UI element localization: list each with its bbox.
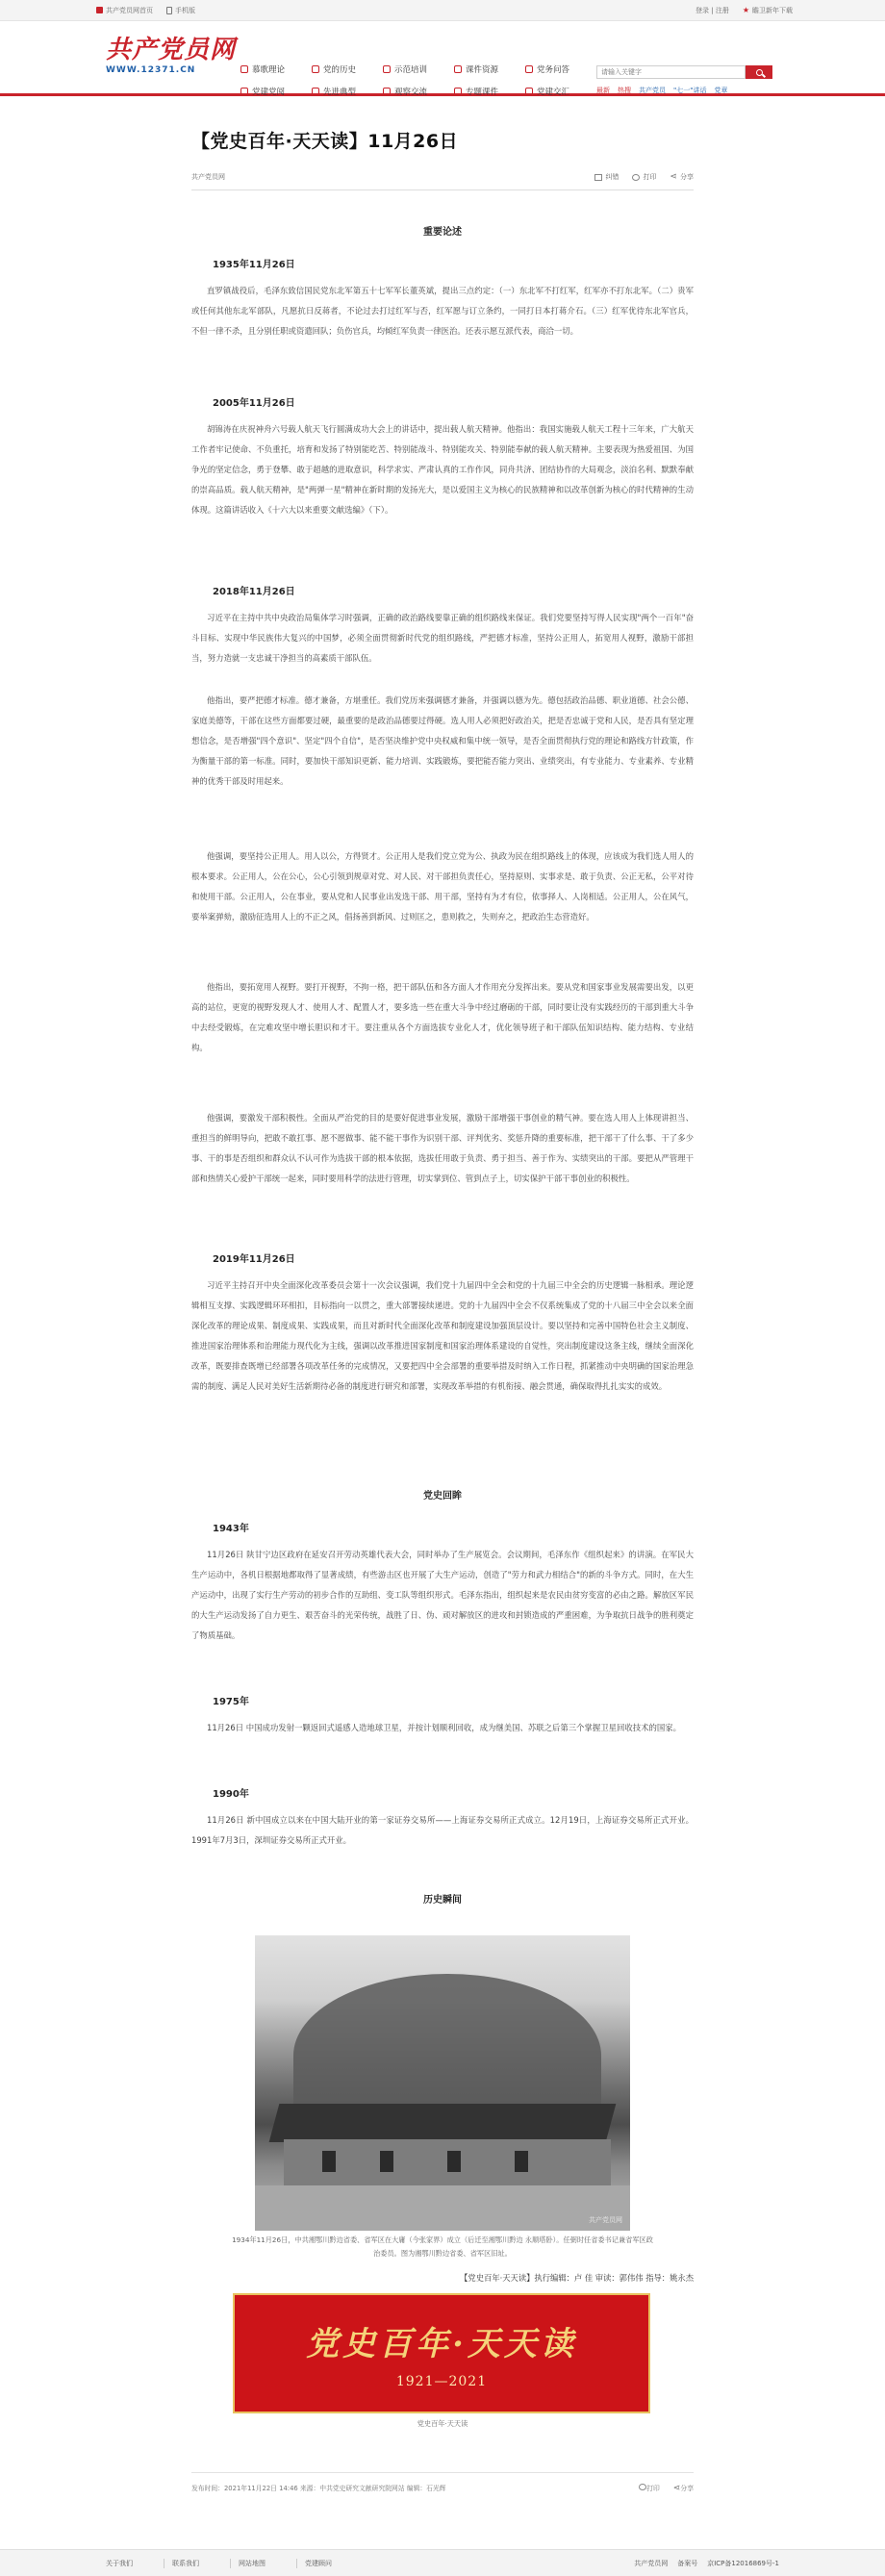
- date-heading: 1943年: [213, 1524, 249, 1534]
- nav-icon: [454, 88, 462, 95]
- paragraph: 11月26日 中国成功发射一颗返回式遥感人造地球卫星，并按计划顺利回收，成为继美国、苏联之后第三个掌握卫星回收技术的国家。: [207, 1723, 681, 1732]
- top-bar-left: [96, 6, 195, 15]
- print-icon: [632, 174, 640, 181]
- logo-text: 共产党员网: [106, 36, 237, 64]
- date-heading: 1975年: [213, 1697, 249, 1707]
- correction-button[interactable]: 纠错: [594, 172, 619, 182]
- article-tools-bottom: [639, 2483, 694, 2493]
- nav-icon: [383, 88, 391, 95]
- nav-item[interactable]: 党建交汇: [525, 86, 596, 97]
- footer-links: [106, 2559, 332, 2568]
- footer-link[interactable]: 关于我们: [106, 2559, 133, 2567]
- site-header: [0, 21, 885, 96]
- banner-years: 1921—2021: [395, 2374, 488, 2389]
- editor-credits: 【党史百年·天天读】执行编辑：卢 佳 审读：郭伟伟 指导：姚永杰: [460, 2273, 694, 2283]
- banner-caption: 党史百年·天天读: [417, 2419, 468, 2428]
- hot-link[interactable]: 最新: [596, 87, 610, 94]
- date-heading: 1990年: [213, 1789, 249, 1800]
- article-title: 【党史百年·天天读】11月26日: [191, 131, 459, 152]
- home-icon: [96, 7, 103, 13]
- section-heading: 重要论述: [423, 227, 462, 238]
- share-button-bottom[interactable]: ⋖分享: [672, 2484, 694, 2493]
- paragraph: 11月26日 陕甘宁边区政府在延安召开劳动英雄代表大会，同时举办了生产展览会。会议期间，毛泽东作《组织起来》的讲演。在军民大生产运动中，各机日根据地都取得了显著成绩，有些游击区也开展了大生产运动，创造了"劳力和武力相结合"的新的斗争方式。同时，在大生产运动中，出现了实行生产劳动的初步合作的互助组、变工队等组织形式。毛泽东指出，组织起来是农民由贫穷变富的必由之路。解放区军民的大生产运动发扬了自力更生、艰苦奋斗的光荣传统，战胜了日、伪、顽对解放区的进攻和封锁造成的严重困难，为争取抗日战争的胜利奠定了物质基础。: [191, 1550, 694, 1640]
- nav-icon: [525, 88, 533, 95]
- section-heading: 党史回眸: [423, 1491, 462, 1502]
- nav-item[interactable]: 观察交流: [383, 86, 454, 97]
- paragraph: 他指出，要严把德才标准。德才兼备，方堪重任。我们党历来强调德才兼备，并强调以德为先。德包括政治品德、职业道德、社会公德、家庭美德等，干部在这些方面都要过硬，最重要的是政治品德要过得硬。选人用人必须把好政治关，把是否忠诚于党和人民，是否具有坚定理想信念，是否增强"四个意识"、坚定"四个自信"，是否坚决维护党中央权威和集中统一领导，是否全面贯彻执行党的理论和路线方针政策，作为衡量干部的第一标准。同时，要加快干部知识更新、能力培训、实践锻炼，要把能否能力突出、业绩突出，有专业能力、专业素养、专业精神的优秀干部及时用起来。: [191, 695, 694, 786]
- date-heading: 2018年11月26日: [213, 587, 295, 597]
- article-source: 共产党员网: [191, 173, 225, 181]
- date-heading: 1935年11月26日: [213, 260, 295, 270]
- hot-links: [596, 86, 727, 95]
- nav-item[interactable]: 党务问答: [525, 63, 596, 75]
- search-input[interactable]: [596, 65, 746, 79]
- hot-link[interactable]: 热搜: [618, 87, 631, 94]
- hot-link[interactable]: "七一"讲话: [673, 87, 707, 94]
- nav-item[interactable]: 课件资源: [454, 63, 525, 75]
- logo-url: WWW.12371.CN: [106, 65, 196, 75]
- site-logo[interactable]: [106, 37, 236, 75]
- footer-icp-number[interactable]: 京ICP备12016869号-1: [707, 2559, 779, 2567]
- paragraph: 他强调，要激发干部积极性。全面从严治党的目的是要好促进事业发展，激励干部增强干事创业的精气神。要在选人用人上体现讲担当、重担当的鲜明导向，把敢不敢扛事、愿不愿做事、能不能干事作为识别干部、评判优劣、奖惩升降的重要标准，把干部干了什么事、干了多少事、干的事是否组织和群众认不认可作为选拔干部的根本依据，选拔任用敢于负责、勇于担当、善于作为、实绩突出的干部。要把从严管理干部和热情关心爱护干部统一起来，同时要用科学的法进行管理，切实掌到位、管到点子上，切实保护干部干事创业的积极性。: [191, 1113, 694, 1183]
- footer-link[interactable]: 联系我们: [164, 2559, 199, 2568]
- paragraph: 他指出，要拓宽用人视野。要打开视野，不拘一格，把干部队伍和各方面人才作用充分发挥出来。要从党和国家事业发展需要出发，以更高的站位，更宽的视野发现人才、使用人才、配置人才，要多选一些在重大斗争中经过磨砺的干部，同时要让没有实践经历的干部到重大斗争中去经受锻炼，在完难攻坚中增长胆识和才干。要注重从各个方面选拔专业化人才，优化领导班子和干部队伍知识结构、能力结构、专业结构。: [191, 982, 694, 1052]
- footer-site-name: 共产党员网: [634, 2559, 669, 2567]
- home-link[interactable]: 共产党员网首页: [96, 6, 153, 15]
- date-heading: 2019年11月26日: [213, 1254, 295, 1265]
- publish-info: 发布时间：2021年11月22日 14:46 来源：中共党史研究文献研究院网站 编辑：石光辉: [191, 2485, 446, 2492]
- nav-item[interactable]: 慕歌理论: [240, 63, 312, 75]
- top-bar: [0, 0, 885, 21]
- article-tools: [594, 172, 694, 182]
- search-button[interactable]: [746, 65, 772, 79]
- footer-icp-label: 备案号: [677, 2559, 698, 2567]
- nav-item[interactable]: 先进典型: [312, 86, 383, 97]
- nav-icon: [240, 88, 248, 95]
- paragraph: 习近平主持召开中央全面深化改革委员会第十一次会议强调，我们党十九届四中全会和党的十九届三中全会的历史逻辑一脉相承。理论逻辑相互支撑、实践逻辑环环相扣，目标指向一以贯之，重大部署接续递进。党的十九届四中全会不仅系统集成了党的十八届三中全会以来全面深化改革的理论成果、制度成果、实践成果，而且对新时代全面深化改革和制度建设加强顶层设计。要以坚持和完善中国特色社会主义制度、推进国家治理体系和治理能力现代化为主线，强调以改革推进国家制度和国家治理体系建设的自觉性，突出制度建设这条主线，继续全面深化改革，既要排查既增已经部署各项改革任务的完成情况，又要把四中全会部署的重要举措及时纳入工作日程，抓紧推动中央明确的国家治理急需的制度、满足人民对美好生活新期待必备的制度进行研究和部署，实现改革举措的有机衔接、融会贯通，确保取得扎扎实实的成效。: [191, 1280, 694, 1391]
- nav-icon: [383, 65, 391, 73]
- mobile-link[interactable]: 手机版: [166, 6, 195, 15]
- paragraph: 他强调，要坚持公正用人。用人以公，方得贤才。公正用人是我们党立党为公、执政为民在组织路线上的体现，应该成为我们选人用人的根本要求。公正用人，公在公心，公心引领到规章对党、对人民、对干部担负责任心，坚持原则、实事求是、敢于负责、公正无私，公平对待和使用干部。公正用人，公在事业，要从党和人民事业出发选干部、用干部，坚持有为才有位，依事择人、人岗相适。公正用人，公在风气，要举案弹劾，激励征选用人上的不正之风，倡扬善到新风、过则匡之，患则救之，失则弃之，把政治生态营造好。: [191, 851, 694, 922]
- historic-photo: [255, 1935, 630, 2231]
- section-heading: 历史瞬间: [423, 1895, 462, 1906]
- print-button[interactable]: 打印: [632, 172, 656, 182]
- nav-item[interactable]: 党建党阅: [240, 86, 312, 97]
- nav-icon: [525, 65, 533, 73]
- paragraph: 11月26日 新中国成立以来在中国大陆开业的第一家证券交易所——上海证券交易所正式成立。12月19日，上海证券交易所正式开业。1991年7月3日，深圳证券交易所正式开业。: [191, 1815, 694, 1845]
- login-link[interactable]: 登录 | 注册: [695, 6, 729, 14]
- nav-icon: [454, 65, 462, 73]
- site-footer: [0, 2549, 885, 2576]
- hot-link[interactable]: 共产党员: [639, 87, 666, 94]
- nav-icon: [240, 65, 248, 73]
- share-icon: ⋖: [670, 172, 677, 182]
- article-footer-meta: [191, 2472, 694, 2493]
- article: [191, 127, 694, 2493]
- paragraph: 直罗镇战役后，毛泽东致信国民党东北军第五十七军军长董英斌，提出三点约定：（一）东北军不打红军，红军亦不打东北军。（二）贵军或任何其他东北军部队，凡愿抗日反蒋者，不论过去打过红军与否，红军愿与订立条约，一同打日本打蒋介石。（三）红军优待东北军官兵，不但一律不杀，且分别任职或资遣回队；负伤官兵，均倾红军负责一律医治。还表示愿互派代表，商洽一切。: [191, 286, 694, 336]
- share-button[interactable]: ⋖ 分享: [670, 172, 694, 182]
- paragraph: 胡锦涛在庆祝神舟六号载人航天飞行圆满成功大会上的讲话中，提出载人航天精神。他指出：我国实施载人航天工程十三年来，广大航天工作者牢记使命、不负重托，培育和发扬了特别能吃苦、特别能战斗、特别能攻关、特别能奉献的载人航天精神。主要表现为热爱祖国、为国争光的坚定信念，勇于登攀、敢于超越的进取意识，科学求实、严肃认真的工作作风，同舟共济、团结协作的大局观念，淡泊名利、默默奉献的崇高品质。载人航天精神，是"两弹一星"精神在新时期的发扬光大，是以爱国主义为核心的民族精神和以改革创新为核心的时代精神的生动体现。这篇讲话收入《十六大以来重要文献选编》（下）。: [191, 424, 694, 515]
- top-bar-right: [695, 6, 793, 15]
- search-box: [596, 65, 772, 79]
- photo-caption: 1934年11月26日，中共湘鄂川黔边省委、省军区在大庸（今张家界）成立（后迁至湘鄂川黔边 永顺塔卧）。任弼时任省委书记兼省军区政治委员。图为湘鄂川黔边省委、省军区旧址。: [232, 2235, 653, 2258]
- star-icon: ★: [742, 6, 749, 14]
- nav-icon: [312, 88, 319, 95]
- share-icon: ⋖: [672, 2484, 681, 2493]
- edit-icon: [594, 174, 602, 181]
- search-icon: [756, 69, 763, 76]
- download-link[interactable]: ★ 瞻卫新年下载: [742, 6, 793, 14]
- nav-item[interactable]: 示范培训: [383, 63, 454, 75]
- article-meta: [191, 172, 694, 190]
- date-heading: 2005年11月26日: [213, 398, 295, 409]
- nav-item[interactable]: 专题课件: [454, 86, 525, 97]
- photo-watermark: 共产党员网: [589, 2216, 622, 2224]
- paragraph: 习近平在主持中共中央政治局集体学习时强调，正确的政治路线要靠正确的组织路线来保证。我们党要坚持写得人民实现"两个一百年"奋斗目标、实现中华民族伟大复兴的中国梦，必须全面贯彻新时代党的组织路线，严把德才标准，坚持公正用人，拓宽用人视野，激励干部担当，努力造就一支忠诚干净担当的高素质干部队伍。: [191, 613, 694, 663]
- footer-link[interactable]: 党建顾问: [296, 2559, 332, 2568]
- phone-icon: [166, 7, 172, 14]
- banner-title: 党史百年·天天读: [306, 2325, 577, 2363]
- hot-link[interactable]: 党章: [714, 87, 728, 94]
- footer-right: [634, 2559, 779, 2568]
- print-button-bottom[interactable]: 打印: [639, 2483, 660, 2493]
- series-banner: [233, 2293, 650, 2413]
- nav-item[interactable]: 党的历史: [312, 63, 383, 75]
- nav-icon: [312, 65, 319, 73]
- footer-link[interactable]: 网站地图: [230, 2559, 266, 2568]
